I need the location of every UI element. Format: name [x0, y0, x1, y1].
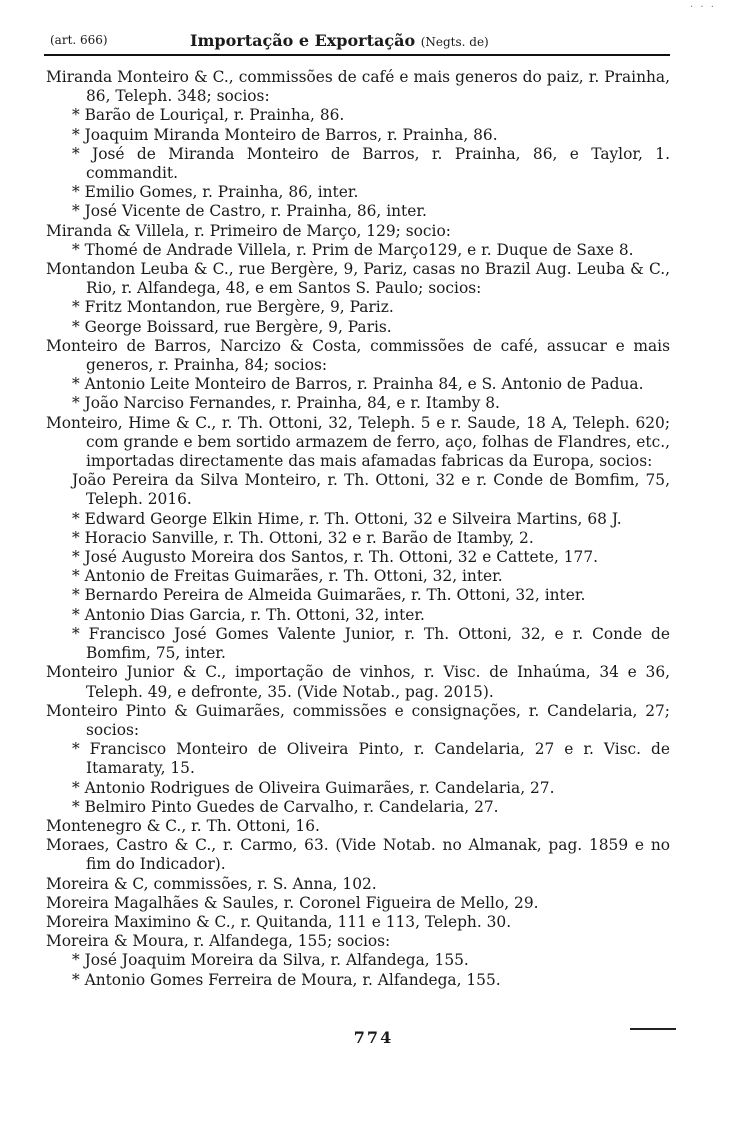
- firm-entry: Moreira & Moura, r. Alfandega, 155; socios:: [46, 932, 391, 951]
- partner-entry: * Antonio Leite Monteiro de Barros, r. Prainha 84, e S. Antonio de Padua.: [72, 375, 644, 394]
- firm-entry: Moreira & C, commissões, r. S. Anna, 102.: [46, 874, 377, 893]
- firm-entry: Moraes, Castro & C., r. Carmo, 63. (Vide Notab. no Almanak, pag. 1859 e no fim do Indicador).: [46, 836, 670, 874]
- partner-entry: * Antonio Gomes Ferreira de Moura, r. Alfandega, 155.: [72, 970, 501, 989]
- firm-entry: Monteiro de Barros, Narcizo & Costa, commissões de café, assucar e mais generos, r. Prainha, 84; socios:: [46, 336, 670, 375]
- partner-entry: * Edward George Elkin Hime, r. Th. Ottoni, 32 e Silveira Martins, 68 J.: [72, 509, 622, 528]
- partner-entry: * Emilio Gomes, r. Prainha, 86, inter.: [72, 183, 359, 202]
- page-title: [190, 31, 489, 50]
- firm-entry: Monteiro, Hime & C., r. Th. Ottoni, 32, Teleph. 5 e r. Saude, 18 A, Teleph. 620; com grande e bem sortido armazem de ferro, aço, folhas de Flandres, etc., importadas directamente das mais afamadas fabricas da Europa, socios:: [46, 413, 670, 471]
- partner-entry: * José Augusto Moreira dos Santos, r. Th. Ottoni, 32 e Cattete, 177.: [72, 548, 599, 567]
- title-subtitle: (Negts. de): [420, 35, 489, 49]
- title-main: Importação e Exportação: [190, 31, 416, 50]
- partner-entry: * Francisco Monteiro de Oliveira Pinto, r. Candelaria, 27 e r. Visc. de Itamaraty, 15.: [72, 740, 670, 778]
- partner-entry: * Antonio Rodrigues de Oliveira Guimarães, r. Candelaria, 27.: [72, 778, 555, 797]
- partner-entry: * Thomé de Andrade Villela, r. Prim de Março129, e r. Duque de Saxe 8.: [72, 240, 634, 259]
- partner-entry: * Belmiro Pinto Guedes de Carvalho, r. Candelaria, 27.: [72, 797, 499, 816]
- partner-entry: * Antonio Dias Garcia, r. Th. Ottoni, 32, inter.: [72, 605, 425, 624]
- running-header: [44, 30, 670, 56]
- firm-entry: Montandon Leuba & C., rue Bergère, 9, Pariz, casas no Brazil Aug. Leuba & C., Rio, r. Alfandega, 48, e em Santos S. Paulo; socios:: [46, 260, 670, 298]
- article-reference: (art. 666): [50, 33, 108, 47]
- firm-entry: Montenegro & C., r. Th. Ottoni, 16.: [46, 816, 320, 835]
- partner-entry: * Barão de Louriçal, r. Prainha, 86.: [72, 106, 345, 125]
- firm-entry: Miranda Monteiro & C., commissões de café e mais generos do paiz, r. Prainha, 86, Teleph. 348; socios:: [46, 68, 670, 106]
- firm-entry: Moreira Maximino & C., r. Quitanda, 111 e 113, Teleph. 30.: [46, 912, 512, 931]
- partner-entry: * Antonio de Freitas Guimarães, r. Th. Ottoni, 32, inter.: [72, 567, 503, 586]
- firm-entry: Monteiro Junior & C., importação de vinhos, r. Visc. de Inhaúma, 34 e 36, Teleph. 49, e defronte, 35. (Vide Notab., pag. 2015).: [46, 663, 670, 701]
- partner-entry: * Horacio Sanville, r. Th. Ottoni, 32 e r. Barão de Itamby, 2.: [72, 528, 534, 547]
- partner-entry: João Pereira da Silva Monteiro, r. Th. Ottoni, 32 e r. Conde de Bomfim, 75, Teleph. 2016.: [72, 471, 670, 509]
- firm-entry: Moreira Magalhães & Saules, r. Coronel Figueira de Mello, 29.: [46, 893, 539, 912]
- directory-listing: [46, 68, 670, 990]
- scan-speckle: · · ·: [690, 2, 716, 13]
- partner-entry: * João Narciso Fernandes, r. Prainha, 84, e r. Itamby 8.: [72, 394, 500, 413]
- partner-entry: * Joaquim Miranda Monteiro de Barros, r. Prainha, 86.: [72, 125, 498, 144]
- partner-entry: * Fritz Montandon, rue Bergère, 9, Pariz.: [72, 298, 394, 317]
- page-number: 774: [353, 1028, 394, 1047]
- partner-entry: * José Joaquim Moreira da Silva, r. Alfandega, 155.: [72, 951, 469, 970]
- partner-entry: * George Boissard, rue Bergère, 9, Paris.: [72, 317, 392, 336]
- partner-entry: * Bernardo Pereira de Almeida Guimarães, r. Th. Ottoni, 32, inter.: [72, 586, 586, 605]
- partner-entry: * José Vicente de Castro, r. Prainha, 86, inter.: [72, 202, 427, 221]
- firm-entry: Miranda & Villela, r. Primeiro de Março, 129; socio:: [46, 221, 451, 240]
- partner-entry: * José de Miranda Monteiro de Barros, r. Prainha, 86, e Taylor, 1. commandit.: [72, 144, 670, 183]
- firm-entry: Monteiro Pinto & Guimarães, commissões e consignações, r. Candelaria, 27; socios:: [46, 701, 670, 739]
- partner-entry: * Francisco José Gomes Valente Junior, r. Th. Ottoni, 32, e r. Conde de Bomfim, 75, inter.: [72, 624, 670, 663]
